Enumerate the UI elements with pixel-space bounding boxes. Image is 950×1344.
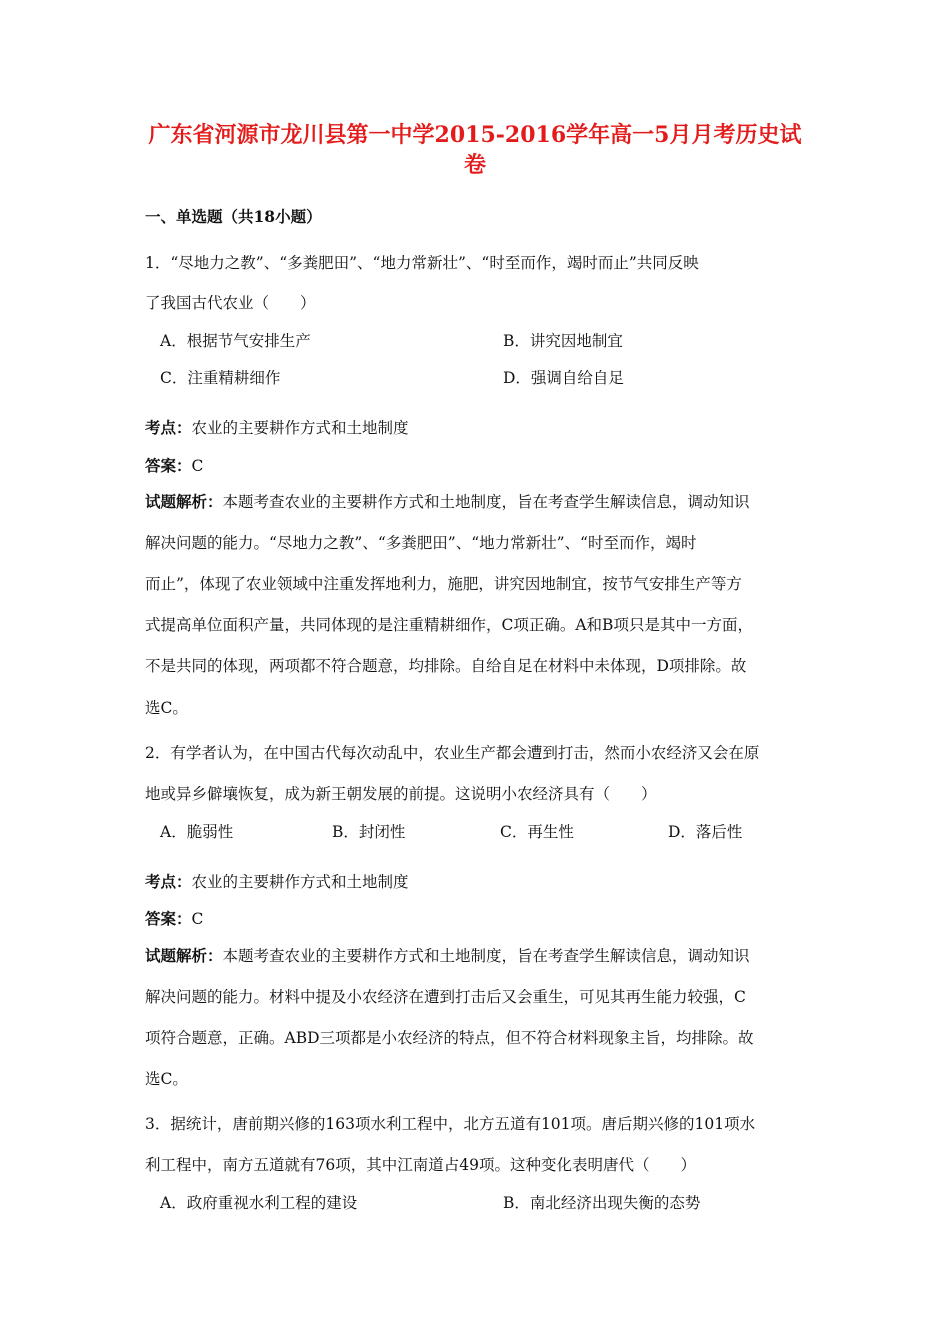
q1-answer — [145, 456, 203, 476]
q1-analysis-line1 — [145, 492, 750, 512]
analysis-label: 试题解析： — [145, 946, 223, 965]
answer-text: C — [191, 910, 204, 928]
q3-option-b: B．南北经济出现失衡的态势 — [503, 1194, 701, 1212]
analysis-text: 本题考查农业的主要耕作方式和土地制度，旨在考查学生解读信息，调动知识 — [222, 493, 750, 511]
q1-stem-line1: 1．“尽地力之教”、“多粪肥田”、“地力常新壮”、“时至而作，竭时而止”共同反映 — [145, 254, 699, 272]
q3-stem-line1: 3．据统计，唐前期兴修的163项水利工程中，北方五道有101项。唐后期兴修的101项水 — [145, 1115, 756, 1133]
q1-kaodian — [145, 418, 409, 438]
q2-analysis-line2: 解决问题的能力。材料中提及小农经济在遭到打击后又会重生，可见其再生能力较强，C — [145, 988, 746, 1006]
q2-stem-line2: 地或异乡僻壤恢复，成为新王朝发展的前提。这说明小农经济具有（ ） — [145, 785, 657, 803]
q1-option-c: C．注重精耕细作 — [160, 369, 281, 387]
answer-label: 答案： — [145, 909, 192, 928]
q1-analysis-line6: 选C。 — [145, 699, 188, 717]
q1-analysis-line2: 解决问题的能力。“尽地力之教”、“多粪肥田”、“地力常新壮”、“时至而作，竭时 — [145, 534, 697, 552]
q2-analysis-line1 — [145, 946, 750, 966]
q2-option-a: A．脆弱性 — [160, 823, 234, 841]
q2-stem-line1: 2．有学者认为，在中国古代每次动乱中，农业生产都会遭到打击，然而小农经济又会在原 — [145, 744, 760, 762]
q3-option-a: A．政府重视水利工程的建设 — [160, 1194, 358, 1212]
q1-stem-line2: 了我国古代农业（ ） — [145, 294, 316, 312]
answer-text: C — [191, 457, 204, 475]
q2-option-b: B．封闭性 — [332, 823, 406, 841]
q2-answer — [145, 909, 203, 929]
q1-option-b: B．讲究因地制宜 — [503, 332, 623, 350]
q2-kaodian — [145, 872, 409, 892]
q2-analysis-line3: 项符合题意，正确。ABD三项都是小农经济的特点，但不符合材料现象主旨，均排除。故 — [145, 1029, 754, 1047]
kaodian-text: 农业的主要耕作方式和土地制度 — [191, 419, 409, 437]
q2-option-c: C．再生性 — [500, 823, 574, 841]
answer-label: 答案： — [145, 456, 192, 475]
q2-option-d: D．落后性 — [668, 823, 743, 841]
analysis-label: 试题解析： — [145, 492, 223, 511]
analysis-text: 本题考查农业的主要耕作方式和土地制度，旨在考查学生解读信息，调动知识 — [222, 947, 750, 965]
kaodian-label: 考点： — [145, 418, 192, 437]
document-title-continued: 卷 — [463, 152, 486, 178]
q1-option-a: A．根据节气安排生产 — [160, 332, 311, 350]
section-heading: 一、单选题（共18小题） — [145, 207, 322, 226]
kaodian-text: 农业的主要耕作方式和土地制度 — [191, 873, 409, 891]
document-title: 广东省河源市龙川县第一中学2015-2016学年高一5月月考历史试 — [148, 122, 802, 148]
q1-analysis-line3: 而止”，体现了农业领域中注重发挥地利力，施肥，讲究因地制宜，按节气安排生产等方 — [145, 575, 742, 593]
kaodian-label: 考点： — [145, 872, 192, 891]
q1-analysis-line4: 式提高单位面积产量，共同体现的是注重精耕细作，C项正确。A和B项只是其中一方面， — [145, 616, 753, 634]
q1-option-d: D．强调自给自足 — [503, 369, 624, 387]
q1-analysis-line5: 不是共同的体现，两项都不符合题意，均排除。自给自足在材料中未体现，D项排除。故 — [145, 657, 747, 675]
q2-analysis-line4: 选C。 — [145, 1070, 188, 1088]
q3-stem-line2: 利工程中，南方五道就有76项，其中江南道占49项。这种变化表明唐代（ ） — [145, 1156, 696, 1174]
